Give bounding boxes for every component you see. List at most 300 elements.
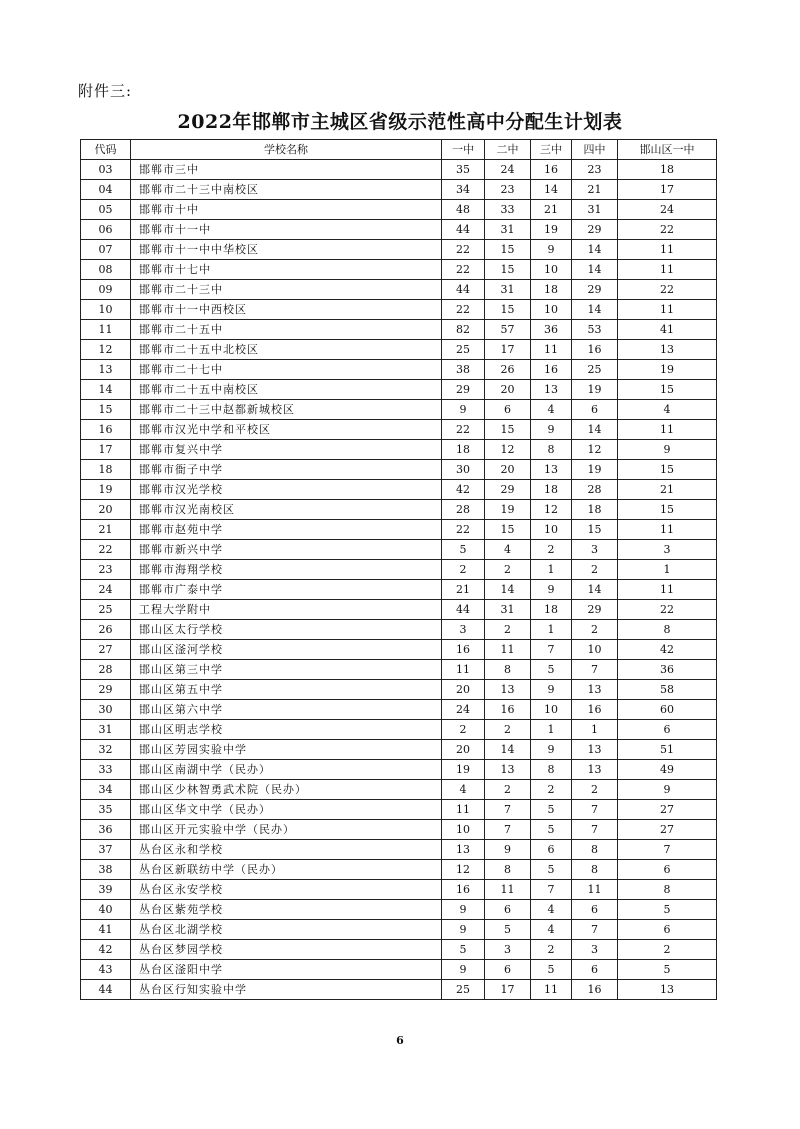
cell-no2-high: 16	[485, 700, 531, 720]
cell-no1-high: 9	[442, 400, 485, 420]
header-no2-high: 二中	[485, 140, 531, 160]
cell-school-name: 邯郸市汉光南校区	[131, 500, 442, 520]
header-code: 代码	[81, 140, 131, 160]
cell-no2-high: 12	[485, 440, 531, 460]
cell-no2-high: 14	[485, 580, 531, 600]
cell-no1-high: 21	[442, 580, 485, 600]
cell-no2-high: 6	[485, 960, 531, 980]
cell-no4-high: 16	[572, 700, 618, 720]
cell-no3-high: 5	[531, 860, 572, 880]
cell-code: 38	[81, 860, 131, 880]
cell-no2-high: 15	[485, 520, 531, 540]
cell-no4-high: 28	[572, 480, 618, 500]
cell-no2-high: 17	[485, 980, 531, 1000]
cell-no1-high: 22	[442, 520, 485, 540]
cell-no3-high: 9	[531, 580, 572, 600]
cell-code: 44	[81, 980, 131, 1000]
table-row	[81, 180, 717, 200]
cell-no1-high: 20	[442, 740, 485, 760]
cell-code: 07	[81, 240, 131, 260]
cell-school-name: 邯郸市十一中	[131, 220, 442, 240]
cell-school-name: 丛台区新联纺中学（民办）	[131, 860, 442, 880]
cell-no2-high: 5	[485, 920, 531, 940]
cell-no4-high: 6	[572, 900, 618, 920]
allocation-table	[80, 139, 717, 1000]
cell-no4-high: 2	[572, 560, 618, 580]
cell-no4-high: 13	[572, 680, 618, 700]
cell-code: 10	[81, 300, 131, 320]
cell-no1-high: 25	[442, 340, 485, 360]
cell-hanshan-no1-high: 58	[618, 680, 717, 700]
cell-hanshan-no1-high: 6	[618, 920, 717, 940]
cell-code: 36	[81, 820, 131, 840]
cell-no2-high: 8	[485, 660, 531, 680]
table-row	[81, 640, 717, 660]
header-no1-high: 一中	[442, 140, 485, 160]
cell-no2-high: 15	[485, 420, 531, 440]
cell-no4-high: 19	[572, 380, 618, 400]
cell-code: 42	[81, 940, 131, 960]
cell-hanshan-no1-high: 11	[618, 580, 717, 600]
cell-school-name: 邯山区滏河学校	[131, 640, 442, 660]
cell-hanshan-no1-high: 4	[618, 400, 717, 420]
cell-hanshan-no1-high: 2	[618, 940, 717, 960]
cell-no2-high: 31	[485, 220, 531, 240]
cell-no1-high: 2	[442, 560, 485, 580]
cell-code: 22	[81, 540, 131, 560]
cell-code: 18	[81, 460, 131, 480]
cell-no2-high: 20	[485, 460, 531, 480]
cell-hanshan-no1-high: 11	[618, 420, 717, 440]
table-row	[81, 820, 717, 840]
table-row	[81, 780, 717, 800]
cell-school-name: 邯山区明志学校	[131, 720, 442, 740]
cell-no1-high: 11	[442, 800, 485, 820]
cell-no2-high: 24	[485, 160, 531, 180]
cell-school-name: 邯山区华文中学（民办）	[131, 800, 442, 820]
table-row	[81, 680, 717, 700]
cell-no1-high: 44	[442, 600, 485, 620]
cell-hanshan-no1-high: 24	[618, 200, 717, 220]
cell-no1-high: 3	[442, 620, 485, 640]
cell-code: 39	[81, 880, 131, 900]
cell-no3-high: 10	[531, 700, 572, 720]
cell-hanshan-no1-high: 22	[618, 220, 717, 240]
cell-hanshan-no1-high: 1	[618, 560, 717, 580]
cell-no3-high: 13	[531, 380, 572, 400]
cell-code: 15	[81, 400, 131, 420]
cell-hanshan-no1-high: 15	[618, 500, 717, 520]
cell-no3-high: 5	[531, 960, 572, 980]
cell-hanshan-no1-high: 8	[618, 880, 717, 900]
cell-no3-high: 4	[531, 400, 572, 420]
cell-no4-high: 29	[572, 280, 618, 300]
cell-school-name: 邯郸市二十三中赵都新城校区	[131, 400, 442, 420]
table-row	[81, 740, 717, 760]
cell-no2-high: 3	[485, 940, 531, 960]
cell-no2-high: 11	[485, 640, 531, 660]
cell-code: 37	[81, 840, 131, 860]
cell-code: 21	[81, 520, 131, 540]
cell-hanshan-no1-high: 13	[618, 340, 717, 360]
cell-school-name: 邯郸市二十三中南校区	[131, 180, 442, 200]
cell-no3-high: 9	[531, 680, 572, 700]
cell-hanshan-no1-high: 51	[618, 740, 717, 760]
cell-no3-high: 16	[531, 160, 572, 180]
cell-no1-high: 10	[442, 820, 485, 840]
cell-hanshan-no1-high: 11	[618, 260, 717, 280]
cell-no3-high: 9	[531, 740, 572, 760]
cell-no2-high: 31	[485, 600, 531, 620]
page-number: 6	[396, 1034, 404, 1047]
cell-hanshan-no1-high: 11	[618, 240, 717, 260]
cell-school-name: 邯郸市复兴中学	[131, 440, 442, 460]
cell-school-name: 邯郸市十七中	[131, 260, 442, 280]
cell-school-name: 邯郸市新兴中学	[131, 540, 442, 560]
cell-no4-high: 31	[572, 200, 618, 220]
cell-hanshan-no1-high: 21	[618, 480, 717, 500]
cell-no3-high: 1	[531, 620, 572, 640]
cell-hanshan-no1-high: 42	[618, 640, 717, 660]
cell-hanshan-no1-high: 18	[618, 160, 717, 180]
cell-hanshan-no1-high: 11	[618, 520, 717, 540]
table-row	[81, 480, 717, 500]
cell-school-name: 丛台区永和学校	[131, 840, 442, 860]
cell-no4-high: 21	[572, 180, 618, 200]
cell-no2-high: 14	[485, 740, 531, 760]
cell-no2-high: 7	[485, 800, 531, 820]
cell-no2-high: 19	[485, 500, 531, 520]
table-row	[81, 460, 717, 480]
cell-code: 30	[81, 700, 131, 720]
cell-hanshan-no1-high: 5	[618, 960, 717, 980]
table-body	[81, 160, 717, 1000]
cell-no3-high: 36	[531, 320, 572, 340]
cell-no1-high: 22	[442, 260, 485, 280]
cell-no1-high: 4	[442, 780, 485, 800]
cell-no2-high: 9	[485, 840, 531, 860]
table-row	[81, 600, 717, 620]
cell-hanshan-no1-high: 17	[618, 180, 717, 200]
cell-no4-high: 8	[572, 840, 618, 860]
cell-no2-high: 6	[485, 900, 531, 920]
cell-no1-high: 16	[442, 640, 485, 660]
cell-no1-high: 34	[442, 180, 485, 200]
cell-school-name: 邯郸市汉光学校	[131, 480, 442, 500]
cell-no2-high: 2	[485, 620, 531, 640]
table-row	[81, 860, 717, 880]
cell-no1-high: 16	[442, 880, 485, 900]
cell-no1-high: 22	[442, 420, 485, 440]
cell-no1-high: 9	[442, 920, 485, 940]
cell-no3-high: 6	[531, 840, 572, 860]
cell-no4-high: 7	[572, 920, 618, 940]
cell-no4-high: 10	[572, 640, 618, 660]
cell-hanshan-no1-high: 6	[618, 860, 717, 880]
cell-no2-high: 33	[485, 200, 531, 220]
cell-no3-high: 21	[531, 200, 572, 220]
cell-school-name: 邯郸市衙子中学	[131, 460, 442, 480]
cell-no3-high: 9	[531, 420, 572, 440]
cell-no2-high: 26	[485, 360, 531, 380]
cell-no4-high: 25	[572, 360, 618, 380]
cell-hanshan-no1-high: 3	[618, 540, 717, 560]
cell-code: 24	[81, 580, 131, 600]
cell-no4-high: 11	[572, 880, 618, 900]
cell-school-name: 邯郸市十一中中华校区	[131, 240, 442, 260]
cell-code: 40	[81, 900, 131, 920]
cell-school-name: 丛台区北湖学校	[131, 920, 442, 940]
header-no3-high: 三中	[531, 140, 572, 160]
cell-no2-high: 2	[485, 780, 531, 800]
cell-no2-high: 15	[485, 240, 531, 260]
cell-no4-high: 7	[572, 800, 618, 820]
table-row	[81, 880, 717, 900]
cell-no1-high: 38	[442, 360, 485, 380]
cell-no2-high: 13	[485, 680, 531, 700]
table-row	[81, 520, 717, 540]
cell-no2-high: 17	[485, 340, 531, 360]
cell-hanshan-no1-high: 9	[618, 440, 717, 460]
cell-no4-high: 23	[572, 160, 618, 180]
table-row	[81, 360, 717, 380]
table-row	[81, 320, 717, 340]
cell-code: 17	[81, 440, 131, 460]
cell-no4-high: 2	[572, 620, 618, 640]
table-row	[81, 380, 717, 400]
attachment-label: 附件三:	[78, 82, 133, 100]
cell-no3-high: 5	[531, 820, 572, 840]
cell-no3-high: 9	[531, 240, 572, 260]
cell-no4-high: 6	[572, 960, 618, 980]
table-row	[81, 840, 717, 860]
cell-no3-high: 18	[531, 280, 572, 300]
cell-no2-high: 29	[485, 480, 531, 500]
table-row	[81, 660, 717, 680]
cell-school-name: 邯山区南湖中学（民办）	[131, 760, 442, 780]
cell-no3-high: 1	[531, 720, 572, 740]
table-row	[81, 260, 717, 280]
cell-code: 34	[81, 780, 131, 800]
cell-no1-high: 29	[442, 380, 485, 400]
cell-no3-high: 11	[531, 340, 572, 360]
cell-no1-high: 9	[442, 960, 485, 980]
table-row	[81, 720, 717, 740]
table-row	[81, 960, 717, 980]
cell-no2-high: 15	[485, 260, 531, 280]
cell-no1-high: 22	[442, 240, 485, 260]
cell-school-name: 邯山区少林智勇武术院（民办）	[131, 780, 442, 800]
cell-hanshan-no1-high: 27	[618, 800, 717, 820]
cell-code: 31	[81, 720, 131, 740]
cell-hanshan-no1-high: 8	[618, 620, 717, 640]
cell-school-name: 邯郸市海翔学校	[131, 560, 442, 580]
cell-no4-high: 14	[572, 580, 618, 600]
cell-code: 29	[81, 680, 131, 700]
cell-no3-high: 18	[531, 480, 572, 500]
cell-hanshan-no1-high: 7	[618, 840, 717, 860]
cell-hanshan-no1-high: 41	[618, 320, 717, 340]
cell-no3-high: 14	[531, 180, 572, 200]
cell-no1-high: 24	[442, 700, 485, 720]
cell-school-name: 邯郸市汉光中学和平校区	[131, 420, 442, 440]
cell-school-name: 邯郸市二十五中	[131, 320, 442, 340]
cell-no1-high: 2	[442, 720, 485, 740]
cell-hanshan-no1-high: 13	[618, 980, 717, 1000]
cell-no3-high: 13	[531, 460, 572, 480]
table-row	[81, 160, 717, 180]
cell-no4-high: 6	[572, 400, 618, 420]
cell-no1-high: 13	[442, 840, 485, 860]
cell-hanshan-no1-high: 9	[618, 780, 717, 800]
cell-no4-high: 12	[572, 440, 618, 460]
cell-no1-high: 19	[442, 760, 485, 780]
cell-code: 32	[81, 740, 131, 760]
cell-school-name: 邯郸市十一中西校区	[131, 300, 442, 320]
cell-school-name: 邯山区第六中学	[131, 700, 442, 720]
cell-no1-high: 82	[442, 320, 485, 340]
table-row	[81, 800, 717, 820]
cell-no1-high: 30	[442, 460, 485, 480]
cell-no1-high: 44	[442, 280, 485, 300]
cell-no1-high: 11	[442, 660, 485, 680]
cell-no3-high: 8	[531, 760, 572, 780]
cell-code: 16	[81, 420, 131, 440]
cell-no3-high: 11	[531, 980, 572, 1000]
cell-code: 04	[81, 180, 131, 200]
cell-no3-high: 2	[531, 780, 572, 800]
cell-no4-high: 7	[572, 820, 618, 840]
cell-no1-high: 5	[442, 940, 485, 960]
cell-code: 28	[81, 660, 131, 680]
cell-school-name: 丛台区行知实验中学	[131, 980, 442, 1000]
cell-school-name: 邯郸市广泰中学	[131, 580, 442, 600]
cell-code: 12	[81, 340, 131, 360]
cell-school-name: 邯山区第五中学	[131, 680, 442, 700]
table-row	[81, 700, 717, 720]
cell-no3-high: 10	[531, 260, 572, 280]
cell-no4-high: 16	[572, 340, 618, 360]
cell-no4-high: 13	[572, 760, 618, 780]
cell-school-name: 邯山区第三中学	[131, 660, 442, 680]
cell-code: 08	[81, 260, 131, 280]
cell-school-name: 邯山区芳园实验中学	[131, 740, 442, 760]
table-row	[81, 420, 717, 440]
cell-no2-high: 15	[485, 300, 531, 320]
cell-school-name: 丛台区紫苑学校	[131, 900, 442, 920]
cell-no4-high: 3	[572, 940, 618, 960]
cell-school-name: 工程大学附中	[131, 600, 442, 620]
cell-no3-high: 4	[531, 900, 572, 920]
cell-code: 41	[81, 920, 131, 940]
cell-no3-high: 10	[531, 300, 572, 320]
table-row	[81, 220, 717, 240]
cell-no1-high: 35	[442, 160, 485, 180]
cell-no4-high: 13	[572, 740, 618, 760]
cell-no2-high: 57	[485, 320, 531, 340]
cell-no4-high: 1	[572, 720, 618, 740]
table-row	[81, 400, 717, 420]
header-school-name: 学校名称	[131, 140, 442, 160]
table-row	[81, 560, 717, 580]
cell-no3-high: 2	[531, 940, 572, 960]
table-row	[81, 900, 717, 920]
cell-no4-high: 18	[572, 500, 618, 520]
table-row	[81, 580, 717, 600]
cell-no1-high: 25	[442, 980, 485, 1000]
header-no4-high: 四中	[572, 140, 618, 160]
cell-code: 27	[81, 640, 131, 660]
table-row	[81, 620, 717, 640]
table-header-row	[81, 140, 717, 160]
cell-code: 19	[81, 480, 131, 500]
cell-no1-high: 42	[442, 480, 485, 500]
cell-school-name: 邯郸市二十五中北校区	[131, 340, 442, 360]
cell-no3-high: 19	[531, 220, 572, 240]
cell-no3-high: 2	[531, 540, 572, 560]
cell-no4-high: 14	[572, 240, 618, 260]
cell-no1-high: 28	[442, 500, 485, 520]
cell-code: 06	[81, 220, 131, 240]
table-row	[81, 280, 717, 300]
cell-code: 09	[81, 280, 131, 300]
table-row	[81, 540, 717, 560]
cell-no4-high: 3	[572, 540, 618, 560]
cell-no1-high: 9	[442, 900, 485, 920]
cell-school-name: 邯郸市十中	[131, 200, 442, 220]
cell-hanshan-no1-high: 49	[618, 760, 717, 780]
table-row	[81, 440, 717, 460]
cell-no3-high: 5	[531, 800, 572, 820]
cell-no1-high: 48	[442, 200, 485, 220]
table-row	[81, 300, 717, 320]
cell-no1-high: 12	[442, 860, 485, 880]
cell-code: 23	[81, 560, 131, 580]
cell-no3-high: 4	[531, 920, 572, 940]
cell-no4-high: 29	[572, 600, 618, 620]
cell-no2-high: 11	[485, 880, 531, 900]
cell-no3-high: 7	[531, 640, 572, 660]
cell-no4-high: 7	[572, 660, 618, 680]
cell-no4-high: 14	[572, 420, 618, 440]
cell-code: 33	[81, 760, 131, 780]
cell-hanshan-no1-high: 60	[618, 700, 717, 720]
cell-school-name: 丛台区永安学校	[131, 880, 442, 900]
cell-school-name: 邯山区太行学校	[131, 620, 442, 640]
cell-no2-high: 4	[485, 540, 531, 560]
table-row	[81, 920, 717, 940]
document-title: 2022年邯郸市主城区省级示范性高中分配生计划表	[177, 111, 623, 133]
cell-hanshan-no1-high: 15	[618, 460, 717, 480]
cell-school-name: 邯郸市二十五中南校区	[131, 380, 442, 400]
cell-hanshan-no1-high: 36	[618, 660, 717, 680]
cell-no3-high: 12	[531, 500, 572, 520]
cell-code: 20	[81, 500, 131, 520]
cell-hanshan-no1-high: 6	[618, 720, 717, 740]
cell-code: 43	[81, 960, 131, 980]
cell-hanshan-no1-high: 22	[618, 280, 717, 300]
cell-hanshan-no1-high: 19	[618, 360, 717, 380]
cell-school-name: 邯郸市二十三中	[131, 280, 442, 300]
table-row	[81, 760, 717, 780]
cell-no2-high: 7	[485, 820, 531, 840]
cell-no3-high: 8	[531, 440, 572, 460]
cell-no4-high: 8	[572, 860, 618, 880]
cell-no4-high: 16	[572, 980, 618, 1000]
table-row	[81, 980, 717, 1000]
cell-code: 03	[81, 160, 131, 180]
cell-no2-high: 2	[485, 720, 531, 740]
